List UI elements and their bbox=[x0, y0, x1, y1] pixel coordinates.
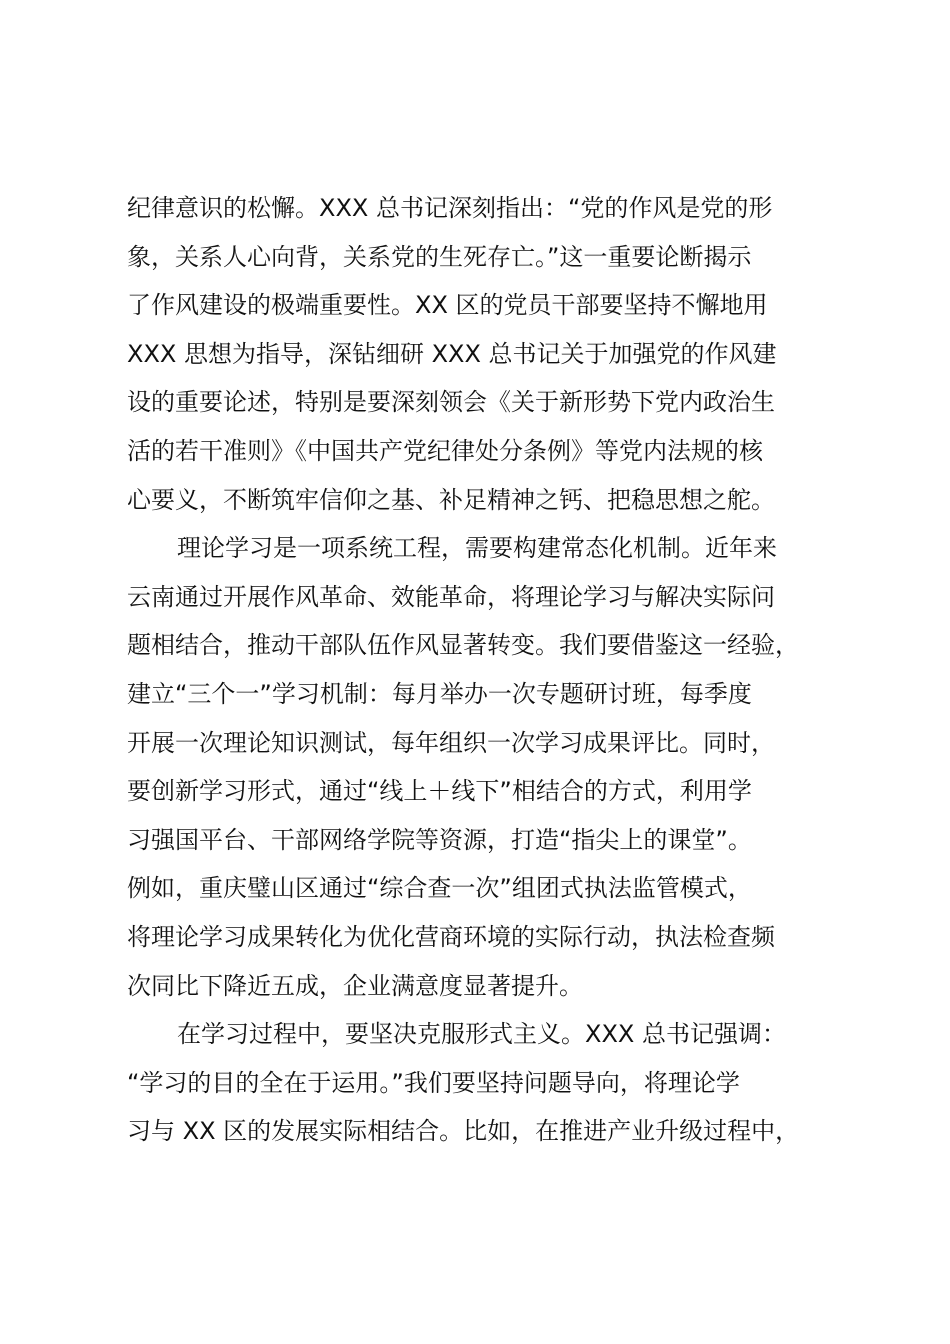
text-line: 象，关系人心向背，关系党的生死存亡。”这一重要论断揭示 bbox=[127, 242, 752, 271]
text-line: 理论学习是一项系统工程，需要构建常态化机制。近年来 bbox=[177, 534, 777, 563]
text-line: 在学习过程中，要坚决克服形式主义。XXX 总书记强调： bbox=[177, 1020, 786, 1049]
text-line: 习强国平台、干部网络学院等资源，打造“指尖上的课堂”。 bbox=[127, 825, 752, 854]
text-line: 建立“三个一”学习机制：每月举办一次专题研讨班，每季度 bbox=[127, 679, 752, 708]
text-line: 纪律意识的松懈。XXX 总书记深刻指出：“党的作风是党的形 bbox=[127, 194, 773, 222]
text-line: 活的若干准则》《中国共产党纪律处分条例》等党内法规的核 bbox=[127, 436, 763, 465]
text-line: 习与 XX 区的发展实际相结合。比如，在推进产业升级过程中， bbox=[127, 1117, 800, 1146]
text-line: 心要义，不断筑牢信仰之基、补足精神之钙、把稳思想之舵。 bbox=[127, 485, 775, 514]
paragraph-3 bbox=[127, 1010, 847, 1156]
text-line: 了作风建设的极端重要性。XX 区的党员干部要坚持不懈地用 bbox=[127, 291, 768, 320]
text-line: 云南通过开展作风革命、效能革命，将理论学习与解决实际问 bbox=[127, 582, 775, 611]
body-text bbox=[127, 184, 847, 1156]
text-line: “学习的目的全在于运用。”我们要坚持问题导向，将理论学 bbox=[127, 1068, 740, 1097]
paragraph-1 bbox=[127, 184, 847, 524]
text-line: 要创新学习形式，通过“线上＋线下”相结合的方式，利用学 bbox=[127, 777, 752, 806]
text-line: 例如，重庆璧山区通过“综合查一次”组团式执法监管模式， bbox=[127, 874, 752, 903]
text-line: 题相结合，推动干部队伍作风显著转变。我们要借鉴这一经验， bbox=[127, 631, 799, 660]
paragraph-2 bbox=[127, 524, 847, 1010]
text-line: 开展一次理论知识测试，每年组织一次学习成果评比。同时， bbox=[127, 728, 775, 757]
text-line: 设的重要论述，特别是要深刻领会《关于新形势下党内政治生 bbox=[127, 388, 775, 417]
text-line: 次同比下降近五成，企业满意度显著提升。 bbox=[127, 971, 583, 1000]
text-line: XXX 思想为指导，深钻细研 XXX 总书记关于加强党的作风建 bbox=[127, 339, 777, 368]
text-line: 将理论学习成果转化为优化营商环境的实际行动，执法检查频 bbox=[127, 922, 775, 951]
